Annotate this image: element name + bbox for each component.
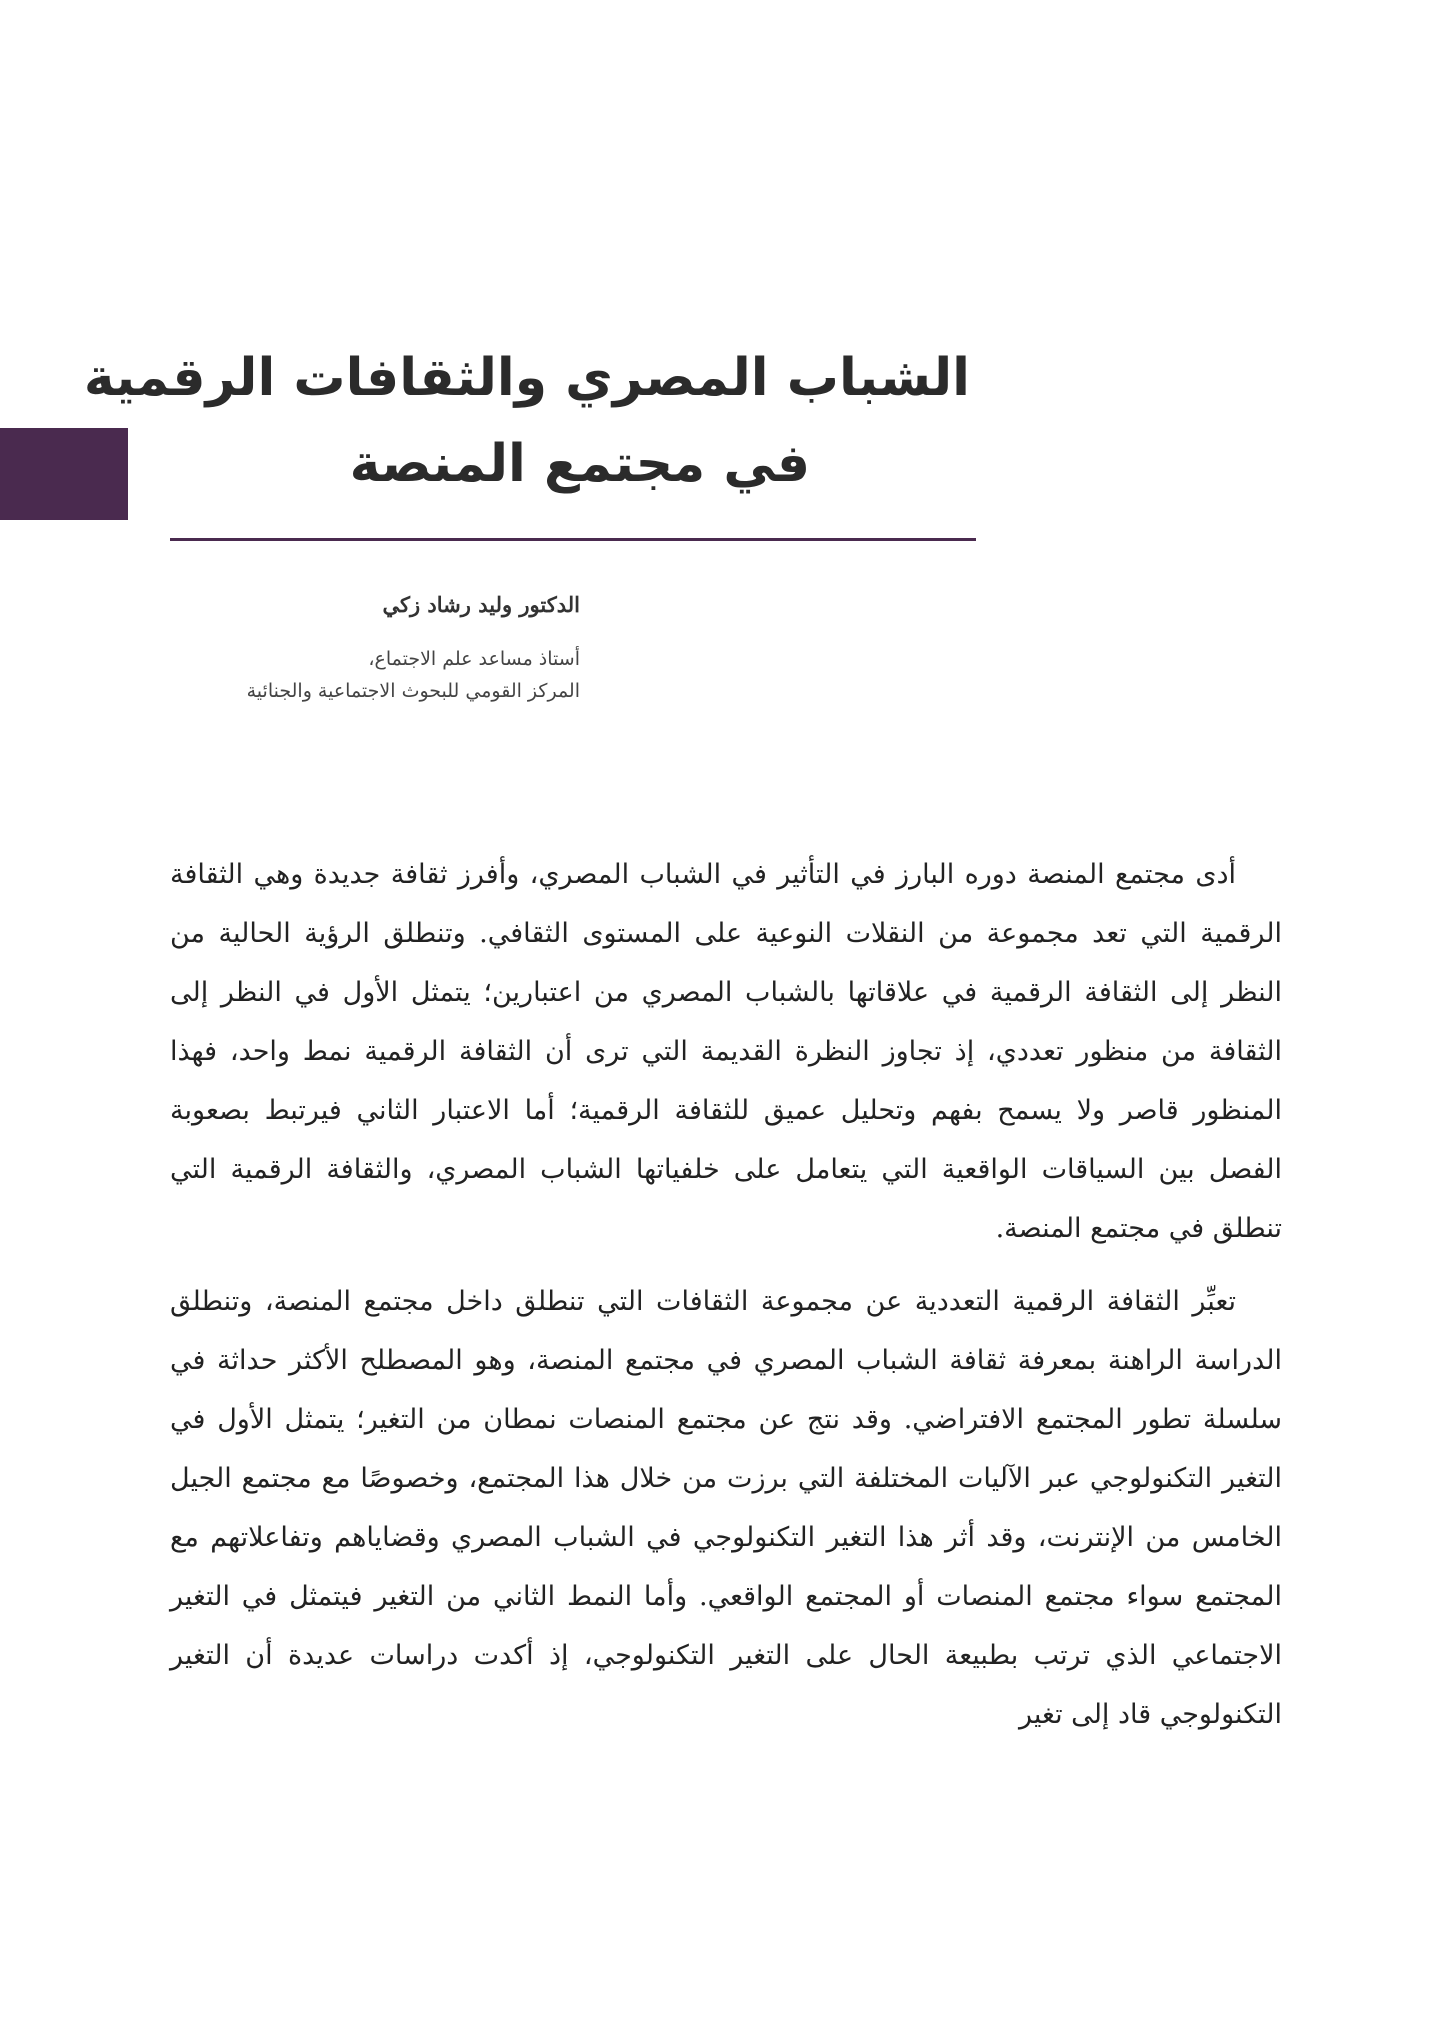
chapter-title-line-1: الشباب المصري والثقافات الرقمية <box>83 348 970 408</box>
chapter-body <box>170 845 1282 1758</box>
chapter-title-line-2: في مجتمع المنصة <box>349 434 810 494</box>
body-paragraph-2: تعبِّر الثقافة الرقمية التعددية عن مجموعة الثقافات التي تنطلق داخل مجتمع المنصة، وتنطلق الدراسة الراهنة بمعرفة ثقافة الشباب المصري في مجتمع المنصة، وهو المصطلح الأكثر حداثة في سلسلة تطور المجتمع الافتراضي. وقد نتج عن مجتمع المنصات نمطان من التغير؛ يتمثل الأول في التغير التكنولوجي عبر الآليات المختلفة التي برزت من خلال هذا المجتمع، وخصوصًا مع مجتمع الجيل الخامس من الإنترنت، وقد أثر هذا التغير التكنولوجي في الشباب المصري وقضاياهم وتفاعلاتهم مع المجتمع سواء مجتمع المنصات أو المجتمع الواقعي. وأما النمط الثاني من التغير فيتمثل في التغير الاجتماعي الذي ترتب بطبيعة الحال على التغير التكنولوجي، إذ أكدت دراسات عديدة أن التغير التكنولوجي قاد إلى تغير <box>170 1286 1282 1730</box>
title-divider <box>170 538 976 541</box>
author-institution: المركز القومي للبحوث الاجتماعية والجنائية <box>246 680 580 702</box>
body-paragraph-1: أدى مجتمع المنصة دوره البارز في التأثير في الشباب المصري، وأفرز ثقافة جديدة وهي الثقافة الرقمية التي تعد مجموعة من النقلات النوعية على المستوى الثقافي. وتنطلق الرؤية الحالية من النظر إلى الثقافة الرقمية في علاقاتها بالشباب المصري من اعتبارين؛ يتمثل الأول في النظر إلى الثقافة من منظور تعددي، إذ تجاوز النظرة القديمة التي ترى أن الثقافة الرقمية نمط واحد، فهذا المنظور قاصر ولا يسمح بفهم وتحليل عميق للثقافة الرقمية؛ أما الاعتبار الثاني فيرتبط بصعوبة الفصل بين السياقات الواقعية التي يتعامل على خلفياتها الشباب المصري، والثقافة الرقمية التي تنطلق في مجتمع المنصة. <box>170 859 1282 1244</box>
author-block <box>170 585 580 707</box>
author-name: الدكتور وليد رشاد زكي <box>382 592 580 617</box>
author-position: أستاذ مساعد علم الاجتماع، <box>368 648 580 670</box>
chapter-title <box>83 335 970 507</box>
chapter-side-tab <box>0 428 128 520</box>
